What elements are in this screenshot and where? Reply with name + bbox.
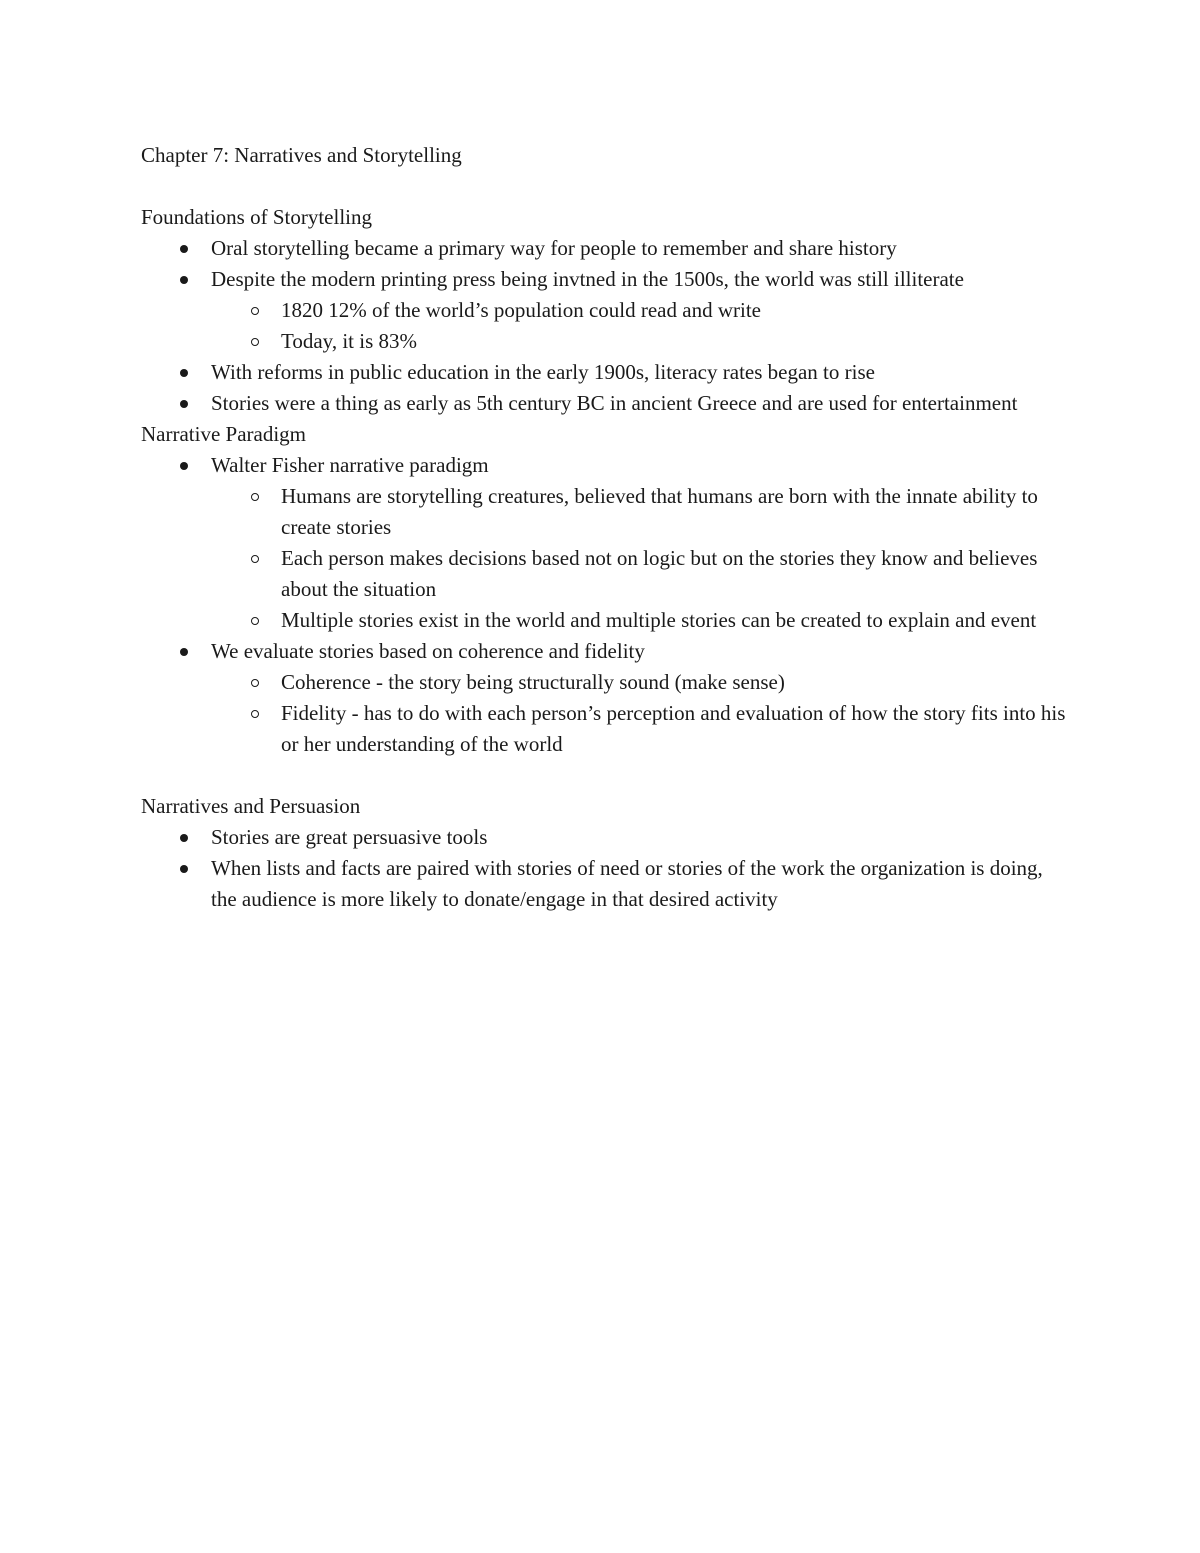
document-page: [141, 140, 1071, 915]
bullet-icon: [180, 865, 188, 873]
bullet-list: [141, 450, 1071, 760]
hollow-bullet-icon: [251, 617, 259, 625]
sub-list-item-text: Humans are storytelling creatures, believed that humans are born with the innate ability to create stories: [281, 484, 1038, 539]
list-item-text: Oral storytelling became a primary way for people to remember and share history: [211, 236, 897, 260]
hollow-bullet-icon: [251, 493, 259, 501]
hollow-bullet-icon: [251, 679, 259, 687]
section-heading: Narrative Paradigm: [141, 422, 307, 446]
sub-list-item: [281, 698, 1071, 760]
sub-bullet-list: [211, 667, 1071, 760]
list-item: [211, 388, 1071, 419]
sub-list-item: [281, 295, 1071, 326]
sub-list-item-text: Multiple stories exist in the world and multiple stories can be created to explain and event: [281, 608, 1037, 632]
list-item: [211, 636, 1071, 760]
sub-list-item-text: Today, it is 83%: [281, 329, 417, 353]
sub-bullet-list: [211, 481, 1071, 636]
sub-list-item: [281, 326, 1071, 357]
list-item-text: With reforms in public education in the early 1900s, literacy rates began to rise: [211, 360, 875, 384]
bullet-icon: [180, 245, 188, 253]
sub-list-item-text: Coherence - the story being structurally sound (make sense): [281, 670, 785, 694]
bullet-icon: [180, 462, 188, 470]
section-narrative-paradigm: [141, 419, 1071, 760]
bullet-list: [141, 233, 1071, 419]
hollow-bullet-icon: [251, 307, 259, 315]
list-item: [211, 822, 1071, 853]
hollow-bullet-icon: [251, 338, 259, 346]
list-item-text: Stories were a thing as early as 5th century BC in ancient Greece and are used for entertainment: [211, 391, 1018, 415]
section-heading: Foundations of Storytelling: [141, 205, 372, 229]
sub-list-item: [281, 543, 1071, 605]
bullet-icon: [180, 276, 188, 284]
list-item-text: We evaluate stories based on coherence and fidelity: [211, 639, 645, 663]
sub-list-item-text: Fidelity - has to do with each person’s perception and evaluation of how the story fits into his or her understanding of the world: [281, 701, 1066, 756]
bullet-icon: [180, 648, 188, 656]
sub-bullet-list: [211, 295, 1071, 357]
list-item: [211, 357, 1071, 388]
list-item: [211, 264, 1071, 357]
list-item-text: Stories are great persuasive tools: [211, 825, 488, 849]
list-item: [211, 853, 1071, 915]
sub-list-item-text: Each person makes decisions based not on logic but on the stories they know and believes about the situation: [281, 546, 1038, 601]
document-title: Chapter 7: Narratives and Storytelling: [141, 143, 462, 167]
list-item: [211, 233, 1071, 264]
bullet-icon: [180, 834, 188, 842]
list-item: [211, 450, 1071, 636]
section-narratives-persuasion: [141, 791, 1071, 915]
sub-list-item: [281, 481, 1071, 543]
bullet-icon: [180, 400, 188, 408]
bullet-list: [141, 822, 1071, 915]
list-item-text: When lists and facts are paired with stories of need or stories of the work the organization is doing, the audience is more likely to donate/engage in that desired activity: [211, 856, 1043, 911]
sub-list-item: [281, 605, 1071, 636]
sub-list-item: [281, 667, 1071, 698]
sub-list-item-text: 1820 12% of the world’s population could read and write: [281, 298, 761, 322]
hollow-bullet-icon: [251, 710, 259, 718]
hollow-bullet-icon: [251, 555, 259, 563]
bullet-icon: [180, 369, 188, 377]
section-heading: Narratives and Persuasion: [141, 794, 361, 818]
list-item-text: Walter Fisher narrative paradigm: [211, 453, 489, 477]
list-item-text: Despite the modern printing press being invtned in the 1500s, the world was still illiterate: [211, 267, 964, 291]
blank-line: [141, 760, 1071, 791]
section-foundations: [141, 202, 1071, 419]
